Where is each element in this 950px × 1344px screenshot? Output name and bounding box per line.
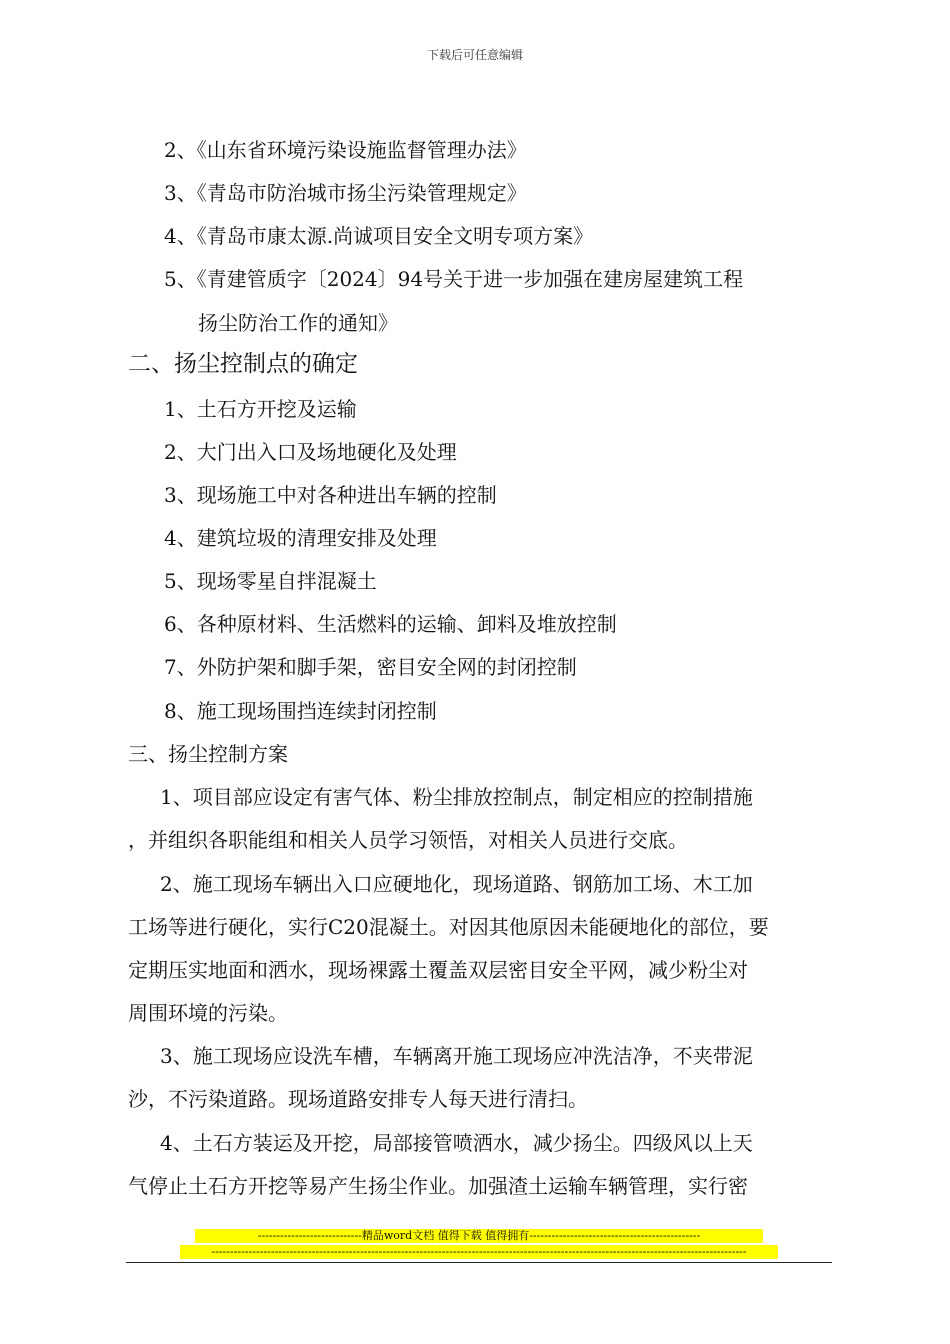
- control-point-5: 5、现场零星自拌混凝土: [164, 569, 377, 593]
- footer-banner-line-1: ----------------------------精品word文档 值得下载 值得拥有----------------------------------------------: [195, 1229, 763, 1243]
- plan-item-3-line-2: 沙，不污染道路。现场道路安排专人每天进行清扫。: [128, 1087, 588, 1111]
- section-heading-3: 三、扬尘控制方案: [128, 742, 288, 766]
- control-point-6: 6、各种原材料、生活燃料的运输、卸料及堆放控制: [164, 612, 617, 636]
- footer-banner-line-2: ------------------------------------------------------------------------------------------------------------------------------------------------: [180, 1245, 778, 1259]
- control-point-2: 2、大门出入口及场地硬化及处理: [164, 440, 457, 464]
- plan-item-2-line-4: 周围环境的污染。: [128, 1001, 288, 1025]
- plan-item-1-line-1: 1、项目部应设定有害气体、粉尘排放控制点，制定相应的控制措施: [160, 785, 753, 809]
- reference-item-2: 2、《山东省环境污染设施监督管理办法》: [164, 138, 527, 162]
- footer-rule: [126, 1262, 832, 1263]
- plan-item-3-line-1: 3、施工现场应设洗车槽，车辆离开施工现场应冲洗洁净，不夹带泥: [160, 1044, 753, 1068]
- plan-item-2-line-2: 工场等进行硬化，实行C20混凝土。对因其他原因未能硬地化的部位，要: [128, 915, 769, 939]
- plan-item-1-line-2: ，并组织各职能组和相关人员学习领悟，对相关人员进行交底。: [128, 828, 688, 852]
- control-point-8: 8、施工现场围挡连续封闭控制: [164, 699, 437, 723]
- control-point-3: 3、现场施工中对各种进出车辆的控制: [164, 483, 497, 507]
- reference-item-3: 3、《青岛市防治城市扬尘污染管理规定》: [164, 181, 527, 205]
- page-header: 下载后可任意编辑: [426, 48, 523, 62]
- section-heading-2: 二、扬尘控制点的确定: [128, 351, 358, 377]
- reference-item-5-continued: 扬尘防治工作的通知》: [198, 311, 398, 335]
- control-point-1: 1、土石方开挖及运输: [164, 397, 357, 421]
- plan-item-2-line-3: 定期压实地面和洒水，现场裸露土覆盖双层密目安全平网，减少粉尘对: [128, 958, 748, 982]
- plan-item-4-line-2: 气停止土石方开挖等易产生扬尘作业。加强渣土运输车辆管理，实行密: [128, 1174, 748, 1198]
- plan-item-4-line-1: 4、土石方装运及开挖，局部接管喷洒水，减少扬尘。四级风以上天: [160, 1131, 753, 1155]
- control-point-7: 7、外防护架和脚手架，密目安全网的封闭控制: [164, 655, 577, 679]
- control-point-4: 4、建筑垃圾的清理安排及处理: [164, 526, 437, 550]
- reference-item-4: 4、《青岛市康太源.尚诚项目安全文明专项方案》: [164, 224, 594, 248]
- plan-item-2-line-1: 2、施工现场车辆出入口应硬地化，现场道路、钢筋加工场、木工加: [160, 872, 753, 896]
- reference-item-5: 5、《青建管质字〔2024〕94号关于进一步加强在建房屋建筑工程: [164, 267, 744, 291]
